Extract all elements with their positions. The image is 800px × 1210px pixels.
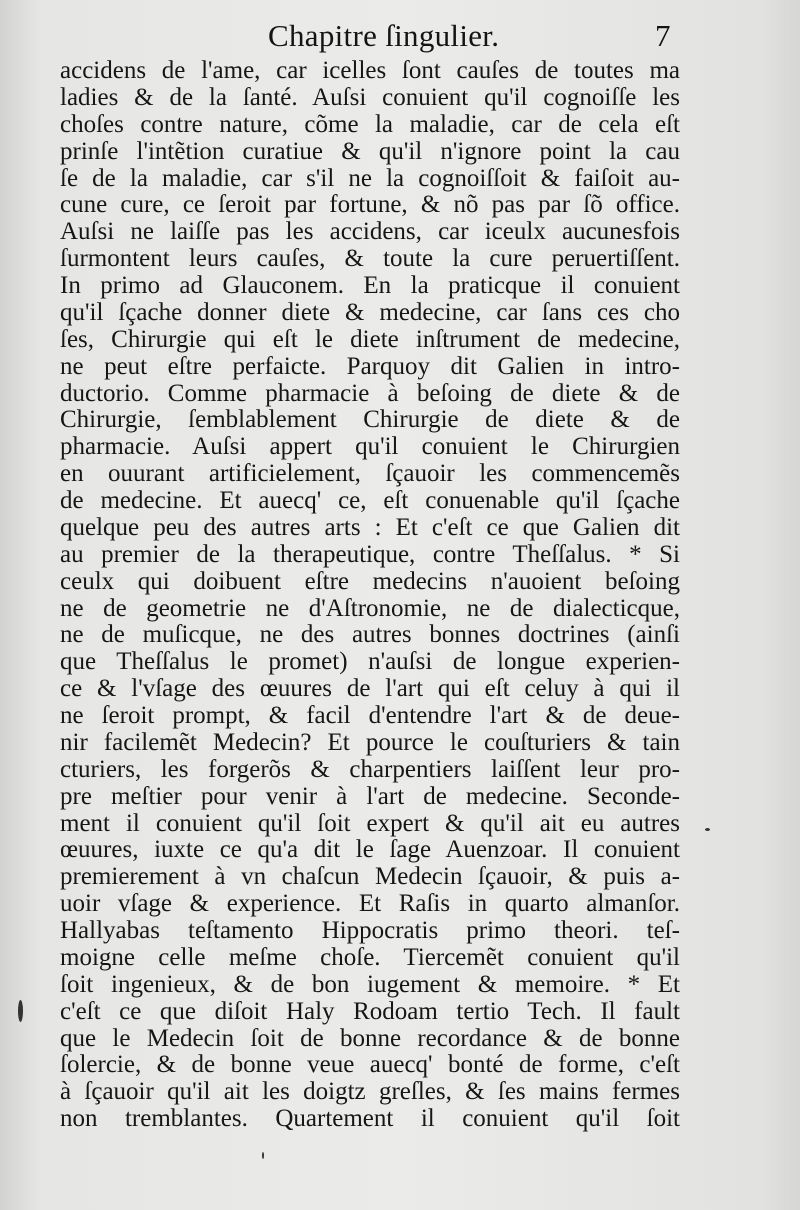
text-line: uoir vſage & experience. Et Raſis in quarto almanſor. (60, 890, 680, 918)
text-line: ment il conuient qu'il ſoit expert & qu'il ait eu autres (60, 809, 680, 837)
text-line: au premier de la therapeutique, contre Theſſalus. * Si (60, 540, 680, 568)
text-line: cturiers, les forgerõs & charpentiers laiſſent leur pro- (60, 755, 680, 783)
text-line: premierement à vn chaſcun Medecin ſçauoir, & puis a- (60, 863, 680, 891)
text-line: ceulx qui doibuent eſtre medecins n'auoient beſoing (60, 567, 680, 595)
page-number: 7 (655, 18, 671, 53)
paper-speck (18, 1000, 23, 1022)
text-line: Auſsi ne laiſſe pas les accidens, car iceulx aucunesfois (60, 218, 680, 246)
text-line: quelque peu des autres arts : Et c'eſt ce que Galien dit (60, 513, 680, 541)
text-line: cune cure, ce ſeroit par fortune, & nõ pas par ſõ office. (60, 191, 680, 219)
page-header (0, 18, 800, 58)
text-line: ne ſeroit prompt, & facil d'entendre l'art & de deue- (60, 702, 680, 729)
text-line: prinſe l'intẽtion curatiue & qu'il n'ignore point la cau (60, 137, 680, 165)
text-line: ſolercie, & de bonne veue auecq' bonté de forme, c'eſt (60, 1051, 680, 1079)
text-line: Chirurgie, ſemblablement Chirurgie de diete & de (60, 406, 680, 434)
text-line: non tremblantes. Quartement il conuient qu'il ſoit (60, 1105, 680, 1133)
text-line: que Theſſalus le promet) n'auſsi de longue experien- (60, 648, 680, 676)
text-line: ne de geometrie ne d'Aſtronomie, ne de dialecticque, (60, 594, 680, 622)
text-line: ce & l'vſage des œuures de l'art qui eſt celuy à qui il (60, 675, 680, 703)
text-line: à ſçauoir qu'il ait les doigtz greſles, & ſes mains fermes (60, 1078, 680, 1106)
running-title: Chapitre ſingulier. (268, 18, 500, 53)
text-line: ladies & de la ſanté. Auſsi conuient qu'il cognoiſſe les (60, 83, 680, 111)
text-line: c'eſt ce que diſoit Haly Rodoam tertio Tech. Il fault (60, 997, 680, 1025)
text-line: nir facilemẽt Medecin? Et pource le couſturiers & tain (60, 728, 680, 756)
text-line: ſurmontent leurs cauſes, & toute la cure peruertiſſent. (60, 245, 680, 273)
text-line: qu'il ſçache donner diete & medecine, car ſans ces cho (60, 298, 680, 326)
paper-speck (262, 1152, 264, 1159)
text-line: Hallyabas teſtamento Hippocratis primo theori. teſ- (60, 917, 680, 944)
text-line: ductorio. Comme pharmacie à beſoing de diete & de (60, 379, 680, 407)
text-line: œuures, iuxte ce qu'a dit le ſage Auenzoar. Il conuient (60, 836, 680, 864)
text-line: que le Medecin ſoit de bonne recordance & de bonne (60, 1024, 680, 1052)
paper-speck (705, 828, 710, 831)
text-line: pharmacie. Auſsi appert qu'il conuient le Chirurgien (60, 433, 680, 461)
text-line: accidens de l'ame, car icelles ſont cauſes de toutes ma (60, 57, 680, 84)
text-line: en ouurant artificielement, ſçauoir les commencemẽs (60, 460, 680, 488)
text-line: moigne celle meſme choſe. Tiercemẽt conuient qu'il (60, 943, 680, 971)
text-line: ſes, Chirurgie qui eſt le diete inſtrument de medecine, (60, 325, 680, 353)
text-line: choſes contre nature, cõme la maladie, car de cela eſt (60, 110, 680, 138)
text-line: ſoit ingenieux, & de bon iugement & memoire. * Et (60, 970, 680, 998)
text-line: In primo ad Glauconem. En la praticque il conuient (60, 272, 680, 299)
text-line: de medecine. Et auecq' ce, eſt conuenable qu'il ſçache (60, 487, 680, 514)
text-line: ne peut eſtre perfaicte. Parquoy dit Galien in intro- (60, 352, 680, 380)
body-text (60, 58, 680, 1133)
text-line: ſe de la maladie, car s'il ne la cognoiſſoit & faiſoit au- (60, 164, 680, 192)
text-line: pre meſtier pour venir à l'art de medecine. Seconde- (60, 782, 680, 810)
text-line: ne de muſicque, ne des autres bonnes doctrines (ainſi (60, 621, 680, 649)
